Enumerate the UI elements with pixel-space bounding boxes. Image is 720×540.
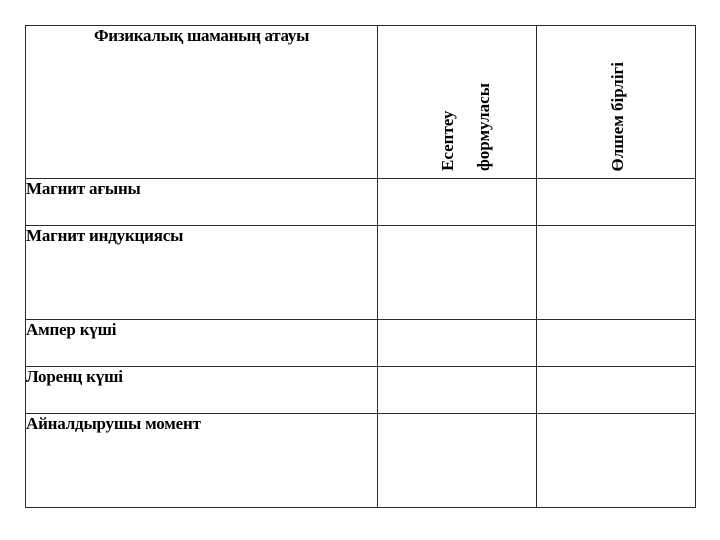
formula-answer-cell[interactable] xyxy=(378,320,537,367)
unit-answer-cell[interactable] xyxy=(537,226,696,320)
formula-answer-cell[interactable] xyxy=(378,179,537,226)
table-row xyxy=(26,226,696,320)
unit-answer-cell[interactable] xyxy=(537,179,696,226)
header-quantity-name: Физикалық шаманың атауы xyxy=(26,26,378,179)
formula-answer-cell[interactable] xyxy=(378,226,537,320)
formula-answer-cell[interactable] xyxy=(378,367,537,414)
table-row xyxy=(26,414,696,508)
table-row xyxy=(26,367,696,414)
table-row xyxy=(26,320,696,367)
table-row xyxy=(26,179,696,226)
quantity-name-cell: Лоренц күші xyxy=(26,367,378,414)
quantity-name-cell: Ампер күші xyxy=(26,320,378,367)
quantity-name-cell: Магнит ағыны xyxy=(26,179,378,226)
quantity-name-cell: Айналдырушы момент xyxy=(26,414,378,508)
quantity-name-cell: Магнит индукциясы xyxy=(26,226,378,320)
table-header-row xyxy=(26,26,696,179)
header-formula: Есептеу формуласы xyxy=(438,83,493,171)
unit-answer-cell[interactable] xyxy=(537,320,696,367)
physical-quantities-table xyxy=(25,25,696,508)
formula-answer-cell[interactable] xyxy=(378,414,537,508)
unit-answer-cell[interactable] xyxy=(537,414,696,508)
header-unit-cell xyxy=(537,26,696,179)
unit-answer-cell[interactable] xyxy=(537,367,696,414)
header-formula-cell xyxy=(378,26,537,179)
header-unit: Өлшем бірлігі xyxy=(608,61,627,171)
